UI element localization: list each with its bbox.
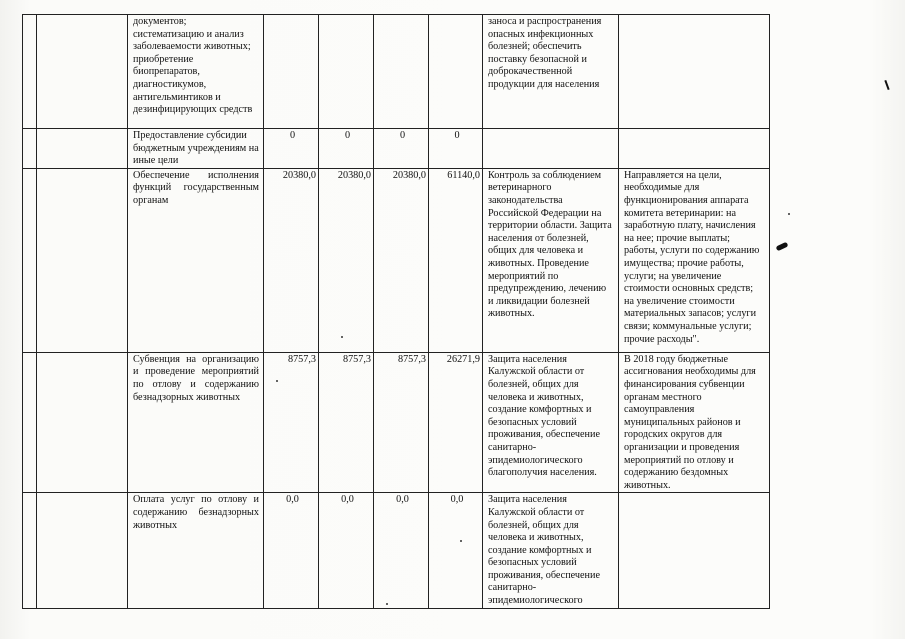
goal-cell xyxy=(483,129,619,169)
index-cell xyxy=(23,168,37,352)
index-cell xyxy=(23,352,37,493)
value-cell xyxy=(429,15,483,129)
goal-cell: Защита населения Калужской области от болезней, общих для человека и животных, создание комфортных и безопасных условий проживания, обеспечение санитарно-эпидемиологического благополучия населения. xyxy=(483,352,619,493)
value-cell: 0,0 xyxy=(264,493,319,608)
measure-name-cell: Субвенция на организацию и проведение мероприятий по отлову и содержанию безнадзорных животных xyxy=(128,352,264,493)
value-cell: 0 xyxy=(264,129,319,169)
budget-table xyxy=(22,14,770,609)
measure-name-cell: Предоставление субсидии бюджетным учреждениям на иные цели xyxy=(128,129,264,169)
index-cell xyxy=(23,129,37,169)
table-row xyxy=(23,352,770,493)
goal-cell: заноса и распространения опасных инфекционных болезней; обеспечить поставку безопасной и доброкачественной продукции для населения xyxy=(483,15,619,129)
goal-cell: Контроль за соблюдением ветеринарного законодательства Российской Федерации на территории области. Защита населения от болезней, общих для человека и животных. Проведение мероприятий по предупреждению, лечению и ликвидации болезней животных. xyxy=(483,168,619,352)
program-cell xyxy=(37,168,128,352)
note-cell xyxy=(619,15,770,129)
scan-speck xyxy=(276,380,278,382)
value-cell xyxy=(374,15,429,129)
program-cell xyxy=(37,129,128,169)
note-cell xyxy=(619,493,770,608)
scan-speck xyxy=(460,540,462,542)
scan-speck xyxy=(341,336,343,338)
value-cell: 0 xyxy=(319,129,374,169)
index-cell xyxy=(23,493,37,608)
goal-cell: Защита населения Калужской области от болезней, общих для человека и животных, создание комфортных и безопасных условий проживания, обеспечение санитарно-эпидемиологического xyxy=(483,493,619,608)
value-cell xyxy=(319,15,374,129)
value-cell xyxy=(264,15,319,129)
table-row xyxy=(23,168,770,352)
program-cell xyxy=(37,493,128,608)
value-cell: 0,0 xyxy=(319,493,374,608)
table-row xyxy=(23,493,770,608)
table-row xyxy=(23,15,770,129)
index-cell xyxy=(23,15,37,129)
scan-speck xyxy=(788,213,790,215)
value-cell: 0 xyxy=(429,129,483,169)
note-cell xyxy=(619,129,770,169)
value-cell: 8757,3 xyxy=(374,352,429,493)
value-cell: 26271,9 xyxy=(429,352,483,493)
program-cell xyxy=(37,15,128,129)
note-cell: Направляется на цели, необходимые для функционирования аппарата комитета ветеринарии: на заработную плату, начисления на нее; прочие выплаты; работы, услуги по содержанию имущества; прочие работы, услуги; на увеличение стоимости основных средств; на увеличение стоимости материальных запасов; услуги связи; коммунальные услуги; прочие расходы". xyxy=(619,168,770,352)
value-cell: 61140,0 xyxy=(429,168,483,352)
value-cell: 20380,0 xyxy=(264,168,319,352)
measure-name-cell: Обеспечение исполнения функций государственным органам xyxy=(128,168,264,352)
value-cell: 0 xyxy=(374,129,429,169)
value-cell: 0,0 xyxy=(374,493,429,608)
measure-name-cell: Оплата услуг по отлову и содержанию безнадзорных животных xyxy=(128,493,264,608)
value-cell: 8757,3 xyxy=(319,352,374,493)
note-cell: В 2018 году бюджетные ассигнования необходимы для финансирования субвенции органам местного самоуправления муниципальных районов и городских округов для организации и проведения мероприятий по отлову и содержанию бездомных животных. xyxy=(619,352,770,493)
measure-name-cell: документов; систематизацию и анализ заболеваемости животных; приобретение биопрепаратов, диагностикумов, антигельминтиков и дезинфицирующих средств xyxy=(128,15,264,129)
value-cell: 8757,3 xyxy=(264,352,319,493)
table-row xyxy=(23,129,770,169)
value-cell: 0,0 xyxy=(429,493,483,608)
value-cell: 20380,0 xyxy=(319,168,374,352)
value-cell: 20380,0 xyxy=(374,168,429,352)
program-cell xyxy=(37,352,128,493)
scan-speck xyxy=(386,603,388,605)
